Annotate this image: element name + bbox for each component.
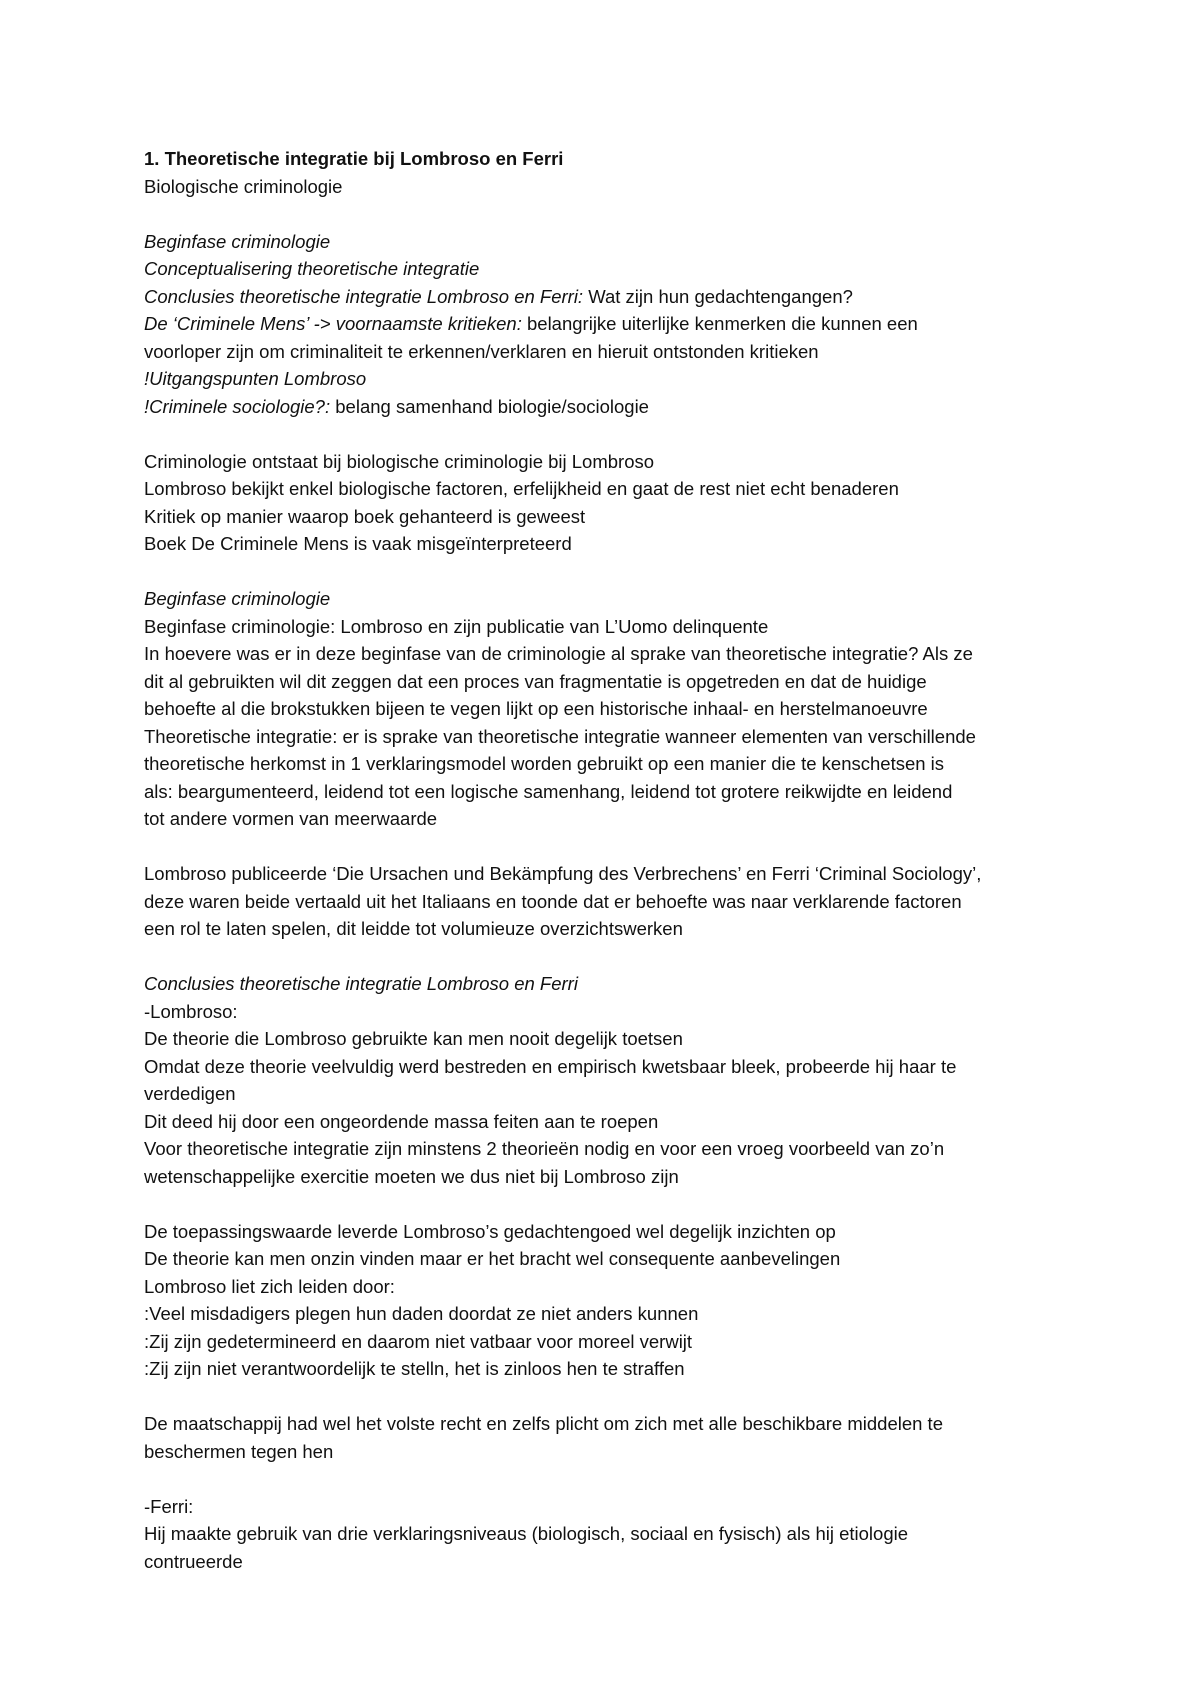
paragraph-line: De theorie die Lombroso gebruikte kan men nooit degelijk toetsen [144,1028,683,1049]
paragraph-line: In hoevere was er in deze beginfase van de criminologie al sprake van theoretische integratie? Als ze [144,643,973,664]
paragraph-line: Lombroso publiceerde ‘Die Ursachen und Bekämpfung des Verbrechens’ en Ferri ‘Criminal Sociology’, [144,863,982,884]
section-heading: Beginfase criminologie [144,588,331,609]
paragraph-line: Kritiek op manier waarop boek gehanteerd is geweest [144,505,586,527]
list-item: :Zij zijn niet verantwoordelijk te stelln, het is zinloos hen te straffen [144,1358,685,1379]
blank-line [144,833,1064,861]
document-body [144,145,1064,1575]
outline-item-label: De ‘Criminele Mens’ -> voornaamste kritieken: [144,313,522,334]
paragraph-line: dit al gebruikten wil dit zeggen dat een proces van fragmentatie is opgetreden en dat de huidige [144,670,927,692]
outline-item [144,393,1064,421]
subsection-label: -Lombroso: [144,1000,238,1022]
paragraph-line: tot andere vormen van meerwaarde [144,808,438,829]
outline-item [144,310,1064,338]
paragraph-line: Hij maakte gebruik van drie verklaringsniveaus (biologisch, sociaal en fysisch) als hij etiologie [144,1523,909,1544]
paragraph-line: De theorie kan men onzin vinden maar er het bracht wel consequente aanbevelingen [144,1248,841,1269]
paragraph-line: Omdat deze theorie veelvuldig werd bestreden en empirisch kwetsbaar bleek, probeerde hij haar te [144,1055,957,1077]
outline-item-continuation: voorloper zijn om criminaliteit te erkennen/verklaren en hieruit ontstonden kritieken [144,340,819,362]
blank-line [144,943,1064,971]
blank-line [144,1383,1064,1411]
paragraph-line: deze waren beide vertaald uit het Italiaans en toonde dat er behoefte was naar verklarende factoren [144,890,962,912]
outline-item: Beginfase criminologie [144,230,331,252]
paragraph-line: Theoretische integratie: er is sprake van theoretische integratie wanneer elementen van verschillende [144,725,976,747]
paragraph-line: De maatschappij had wel het volste recht en zelfs plicht om zich met alle beschikbare middelen te [144,1413,943,1434]
paragraph-line: Beginfase criminologie: Lombroso en zijn publicatie van L’Uomo delinquente [144,615,769,637]
blank-line [144,1190,1064,1218]
subsection-label: -Ferri: [144,1495,194,1517]
list-item: :Zij zijn gedetermineerd en daarom niet vatbaar voor moreel verwijt [144,1330,693,1352]
paragraph-line: wetenschappelijke exercitie moeten we dus niet bij Lombroso zijn [144,1165,679,1187]
paragraph-line: De toepassingswaarde leverde Lombroso’s gedachtengoed wel degelijk inzichten op [144,1220,836,1242]
outline-item-text: belang samenhand biologie/sociologie [330,395,649,417]
blank-line [144,1465,1064,1493]
outline-item [144,283,1064,311]
outline-item: Conceptualisering theoretische integratie [144,258,480,279]
paragraph-line: beschermen tegen hen [144,1440,334,1462]
paragraph-line: verdedigen [144,1083,236,1104]
blank-line [144,420,1064,448]
paragraph-line: Criminologie ontstaat bij biologische criminologie bij Lombroso [144,450,655,472]
list-item: :Veel misdadigers plegen hun daden doordat ze niet anders kunnen [144,1303,699,1324]
paragraph-line: Dit deed hij door een ongeordende massa feiten aan te roepen [144,1110,659,1132]
blank-line [144,558,1064,586]
section-heading: Conclusies theoretische integratie Lombroso en Ferri [144,973,578,994]
blank-line [144,200,1064,228]
outline-item-text: Wat zijn hun gedachtengangen? [583,285,853,307]
paragraph-line: als: beargumenteerd, leidend tot een logische samenhang, leidend tot grotere reikwijdte en leidend [144,780,953,802]
paragraph-line: Lombroso bekijkt enkel biologische factoren, erfelijkheid en gaat de rest niet echt benaderen [144,478,899,499]
paragraph-line: een rol te laten spelen, dit leidde tot volumieuze overzichtswerken [144,918,683,939]
document-subtitle: Biologische criminologie [144,175,343,197]
paragraph-line: Voor theoretische integratie zijn minstens 2 theorieën nodig en voor een vroeg voorbeeld van zo’n [144,1138,945,1159]
paragraph-line: contrueerde [144,1550,243,1572]
paragraph-line: Boek De Criminele Mens is vaak misgeïnterpreteerd [144,533,572,554]
document-title: 1. Theoretische integratie bij Lombroso en Ferri [144,148,564,169]
paragraph-line: Lombroso liet zich leiden door: [144,1275,395,1297]
paragraph-line: theoretische herkomst in 1 verklaringsmodel worden gebruikt op een manier die te kenschetsen is [144,753,945,774]
paragraph-line: behoefte al die brokstukken bijeen te vegen lijkt op een historische inhaal- en herstelmanoeuvre [144,698,928,719]
outline-item: !Uitgangspunten Lombroso [144,368,367,389]
outline-item-label: Conclusies theoretische integratie Lombroso en Ferri: [144,285,584,307]
outline-item-text: belangrijke uiterlijke kenmerken die kunnen een [521,313,918,334]
outline-item-label: !Criminele sociologie?: [144,395,331,417]
